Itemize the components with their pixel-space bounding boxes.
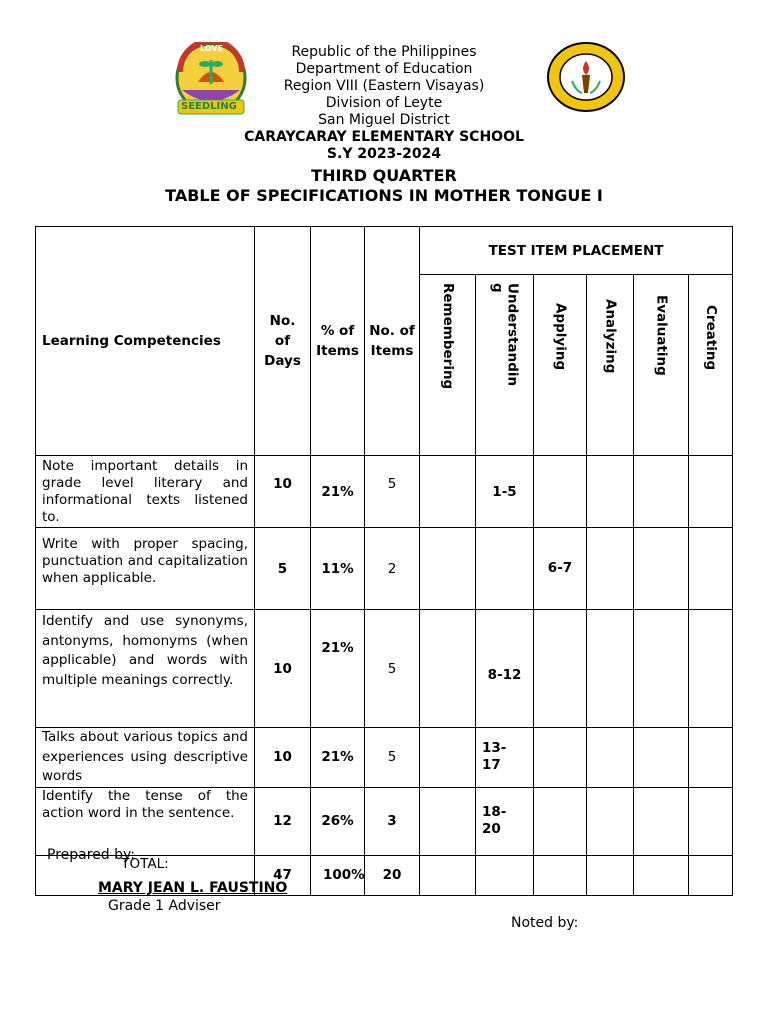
school-year: S.Y 2023-2024 bbox=[326, 146, 442, 162]
placement-applying: 6-7 bbox=[534, 528, 587, 610]
preparer-name: MARY JEAN L. FAUSTINO bbox=[98, 880, 288, 896]
placement-applying bbox=[534, 728, 587, 788]
placement-understanding: 1-5 bbox=[476, 456, 534, 528]
quarter-title: THIRD QUARTER bbox=[311, 166, 457, 185]
placement-creating bbox=[689, 610, 733, 728]
days-value: 10 bbox=[255, 610, 311, 728]
level-remembering: Remembering bbox=[440, 283, 456, 390]
days-value: 10 bbox=[255, 456, 311, 528]
placement-understanding: 13-17 bbox=[476, 728, 534, 788]
placement-evaluating bbox=[634, 728, 689, 788]
placement-analyzing bbox=[587, 456, 634, 528]
header-division: Division of Leyte bbox=[325, 95, 443, 111]
placement-remembering bbox=[420, 456, 476, 528]
preparer-role: Grade 1 Adviser bbox=[108, 898, 221, 914]
items-value: 3 bbox=[365, 787, 420, 855]
header-items: No. of Items bbox=[365, 227, 420, 456]
placement-creating bbox=[689, 787, 733, 855]
items-value: 5 bbox=[365, 728, 420, 788]
noted-by-label: Noted by: bbox=[511, 915, 579, 931]
specifications-table bbox=[35, 226, 733, 896]
percent-value: 11% bbox=[311, 528, 365, 610]
total-days: 47 bbox=[255, 855, 311, 895]
placement-analyzing bbox=[587, 528, 634, 610]
competency-text: Write with proper spacing, punctuation and capitalization when applicable. bbox=[36, 528, 255, 610]
percent-value: 21% bbox=[311, 728, 365, 788]
competency-text: Identify the tense of the action word in the sentence. bbox=[36, 787, 255, 855]
placement-evaluating bbox=[634, 528, 689, 610]
header-republic: Republic of the Philippines bbox=[291, 44, 477, 60]
header-days: No. of Days bbox=[255, 227, 311, 456]
header-test-item-placement: TEST ITEM PLACEMENT bbox=[420, 227, 733, 275]
header-district: San Miguel District bbox=[318, 112, 450, 128]
days-value: 12 bbox=[255, 787, 311, 855]
placement-understanding: 18-20 bbox=[476, 787, 534, 855]
days-value: 10 bbox=[255, 728, 311, 788]
level-evaluating: Evaluating bbox=[653, 295, 670, 376]
header-region: Region VIII (Eastern Visayas) bbox=[283, 78, 485, 94]
header-competencies: Learning Competencies bbox=[36, 227, 255, 456]
items-value: 2 bbox=[365, 528, 420, 610]
placement-remembering bbox=[420, 728, 476, 788]
items-value: 5 bbox=[365, 456, 420, 528]
competency-text: Talks about various topics and experiences using descriptive words bbox=[36, 728, 255, 788]
placement-applying bbox=[534, 787, 587, 855]
header-percent: % of Items bbox=[311, 227, 365, 456]
total-label: TOTAL: bbox=[36, 855, 255, 895]
table-row bbox=[36, 787, 733, 855]
placement-analyzing bbox=[587, 610, 634, 728]
placement-analyzing bbox=[587, 787, 634, 855]
logo-love-text: LOVE bbox=[200, 44, 224, 53]
placement-analyzing bbox=[587, 728, 634, 788]
placement-creating bbox=[689, 456, 733, 528]
total-items: 20 bbox=[365, 855, 420, 895]
placement-remembering bbox=[420, 787, 476, 855]
table-row bbox=[36, 528, 733, 610]
placement-evaluating bbox=[634, 610, 689, 728]
placement-evaluating bbox=[634, 456, 689, 528]
placement-evaluating bbox=[634, 787, 689, 855]
days-value: 5 bbox=[255, 528, 311, 610]
level-applying: Applying bbox=[552, 303, 569, 371]
placement-applying bbox=[534, 456, 587, 528]
logo-seedling-text: SEEDLING bbox=[181, 101, 237, 112]
percent-value: 21% bbox=[311, 456, 365, 528]
percent-value: 26% bbox=[311, 787, 365, 855]
header-department: Department of Education bbox=[295, 61, 473, 77]
placement-remembering bbox=[420, 610, 476, 728]
placement-creating bbox=[689, 728, 733, 788]
level-creating: Creating bbox=[703, 305, 719, 371]
table-row bbox=[36, 610, 733, 728]
placement-remembering bbox=[420, 528, 476, 610]
items-value: 5 bbox=[365, 610, 420, 728]
school-name: CARAYCARAY ELEMENTARY SCHOOL bbox=[244, 129, 524, 145]
document-title: TABLE OF SPECIFICATIONS IN MOTHER TONGUE I bbox=[165, 186, 603, 205]
competency-text: Note important details in grade level literary and informational texts listened to. bbox=[36, 456, 255, 528]
percent-value: 21% bbox=[311, 610, 365, 728]
competency-text: Identify and use synonyms, antonyms, homonyms (when applicable) and words with multiple meanings correctly. bbox=[36, 610, 255, 728]
prepared-by-label: Prepared by: bbox=[47, 847, 135, 863]
total-percent: 100% bbox=[311, 855, 365, 895]
table-row bbox=[36, 456, 733, 528]
level-analyzing: Analyzing bbox=[602, 299, 619, 374]
level-understanding: Understanding bbox=[489, 283, 521, 387]
table-row bbox=[36, 728, 733, 788]
placement-creating bbox=[689, 528, 733, 610]
placement-applying bbox=[534, 610, 587, 728]
placement-understanding: 8-12 bbox=[476, 610, 534, 728]
placement-understanding bbox=[476, 528, 534, 610]
